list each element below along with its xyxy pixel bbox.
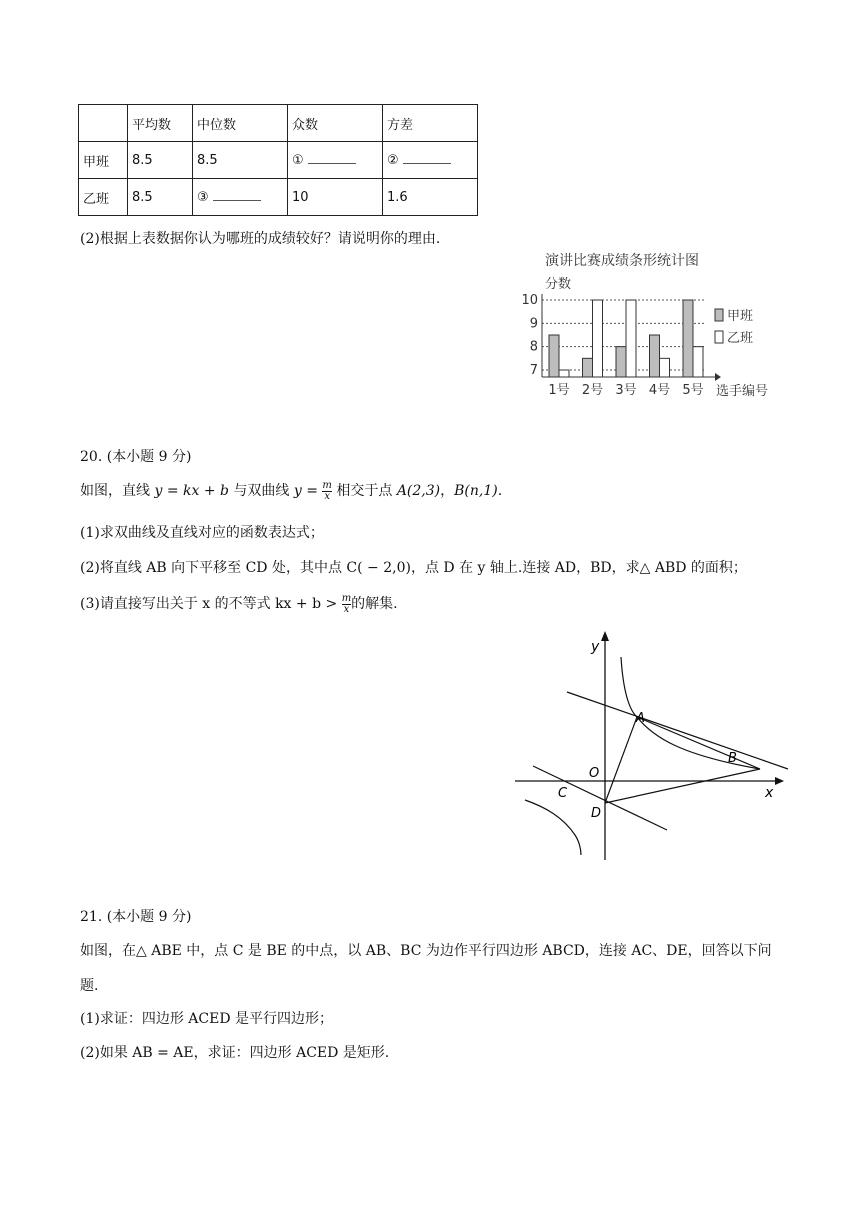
q21-part1: (1)求证：四边形 ACED 是平行四边形； — [80, 1011, 333, 1027]
equation-hyperbola: y = — [293, 483, 323, 499]
label-c: C — [558, 786, 568, 801]
blank-marker: ③ — [197, 189, 209, 205]
bar-jia-3 — [616, 347, 626, 377]
segment-ab — [637, 717, 760, 769]
table-header-cell: 众数 — [288, 105, 383, 142]
q20-stem-text: 如图，直线 — [80, 483, 150, 499]
coordinate-figure — [505, 625, 795, 865]
bar-yi-2 — [593, 300, 603, 377]
x-axis-arrow — [775, 777, 784, 785]
table-cell: 8.5 — [128, 179, 193, 216]
table-row — [79, 142, 478, 179]
label-d: D — [591, 806, 602, 821]
label-b: B — [728, 751, 737, 766]
period: . — [497, 483, 503, 499]
bar-jia-2 — [583, 358, 593, 377]
label-o: O — [589, 766, 600, 781]
bar-jia-1 — [549, 335, 559, 377]
x-tick-label: 2号 — [581, 383, 604, 398]
segment-bd — [605, 769, 760, 803]
legend-label-jia: 甲班 — [727, 309, 754, 324]
table-header-cell — [79, 105, 128, 142]
y-axis-arrow — [601, 631, 609, 641]
bar-yi-4 — [660, 358, 670, 377]
fraction — [322, 481, 331, 502]
blank-marker: ① — [292, 152, 304, 168]
q21-line2: 题. — [80, 978, 99, 994]
x-tick-label: 4号 — [648, 383, 671, 398]
table-header-cell: 中位数 — [193, 105, 288, 142]
y-tick-label: 7 — [529, 363, 538, 378]
q20-stem-text: 与双曲线 — [233, 483, 290, 499]
bar-chart — [505, 245, 790, 400]
bar-yi-1 — [559, 370, 569, 377]
x-tick-label: 3号 — [615, 383, 637, 398]
q21-part2: (2)如果 AB = AE，求证：四边形 ACED 是矩形. — [80, 1045, 390, 1061]
q20-stem — [80, 480, 502, 502]
q20-header: 20. (本小题 9 分) — [80, 449, 192, 465]
segment-ad — [605, 717, 637, 803]
table-header-row — [79, 105, 478, 142]
blank-marker: ② — [387, 152, 399, 168]
legend-label-yi: 乙班 — [727, 331, 754, 346]
table-cell: 8.5 — [193, 142, 288, 179]
bar-jia-4 — [650, 335, 660, 377]
y-tick-label: 10 — [521, 293, 538, 308]
fraction — [342, 594, 351, 615]
chart-ylabel: 分数 — [545, 277, 572, 292]
y-tick-label: 9 — [529, 316, 538, 332]
label-y: y — [591, 639, 600, 655]
x-tick-label: 1号 — [548, 383, 570, 398]
fraction-denominator: x — [324, 490, 330, 502]
label-x: x — [765, 785, 774, 801]
chart-title: 演讲比赛成绩条形统计图 — [545, 253, 699, 269]
point-b: B(n,1) — [454, 483, 498, 499]
q20-part3 — [80, 593, 398, 615]
equation-line: y = kx + b — [154, 483, 229, 499]
table-header-cell: 平均数 — [128, 105, 193, 142]
fraction-denominator: x — [343, 603, 350, 615]
table-cell: 1.6 — [383, 179, 478, 216]
answer-blank[interactable] — [213, 190, 261, 201]
hyperbola-branch-lower — [525, 800, 581, 855]
fraction-numerator: m — [322, 479, 332, 491]
chart-xlabel: 选手编号 — [716, 384, 769, 399]
table-cell: 8.5 — [128, 142, 193, 179]
legend-swatch-yi — [715, 331, 723, 343]
point-a: A(2,3) — [396, 483, 441, 499]
answer-blank[interactable] — [308, 153, 356, 164]
q20-part1: (1)求双曲线及直线对应的函数表达式； — [80, 525, 324, 541]
q20-part3-text: 的解集. — [351, 596, 398, 612]
bar-yi-3 — [626, 300, 636, 377]
q20-part3-text: (3)请直接写出关于 x 的不等式 kx + b > — [80, 596, 342, 612]
x-axis-arrow — [715, 373, 721, 381]
table-cell — [383, 142, 478, 179]
table-header-cell: 方差 — [383, 105, 478, 142]
table-cell — [193, 179, 288, 216]
statistics-table — [78, 104, 478, 216]
table-cell: 10 — [288, 179, 383, 216]
q21-line1: 如图，在△ ABE 中，点 C 是 BE 的中点，以 AB、BC 为边作平行四边形 ABCD，连接 AC、DE，回答以下问 — [80, 943, 772, 959]
q20-part2: (2)将直线 AB 向下平移至 CD 处，其中点 C( − 2,0)，点 D 在 y 轴上.连接 AD，BD，求△ ABD 的面积； — [80, 560, 747, 576]
table-row — [79, 179, 478, 216]
separator: ， — [440, 483, 455, 499]
answer-blank[interactable] — [403, 153, 451, 164]
table-cell: 甲班 — [79, 142, 128, 179]
q20-stem-text: 相交于点 — [336, 483, 393, 499]
fraction-numerator: m — [341, 592, 352, 604]
table-cell — [288, 142, 383, 179]
legend-swatch-jia — [715, 309, 723, 321]
line-ab — [567, 692, 788, 769]
q21-header: 21. (本小题 9 分) — [80, 909, 192, 925]
table-cell: 乙班 — [79, 179, 128, 216]
x-tick-label: 5号 — [682, 383, 704, 398]
bar-yi-5 — [693, 347, 703, 377]
y-tick-label: 8 — [529, 339, 538, 355]
label-a: A — [636, 711, 645, 726]
q19-part2: (2)根据上表数据你认为哪班的成绩较好？请说明你的理由. — [80, 231, 441, 247]
bar-jia-5 — [683, 300, 693, 377]
